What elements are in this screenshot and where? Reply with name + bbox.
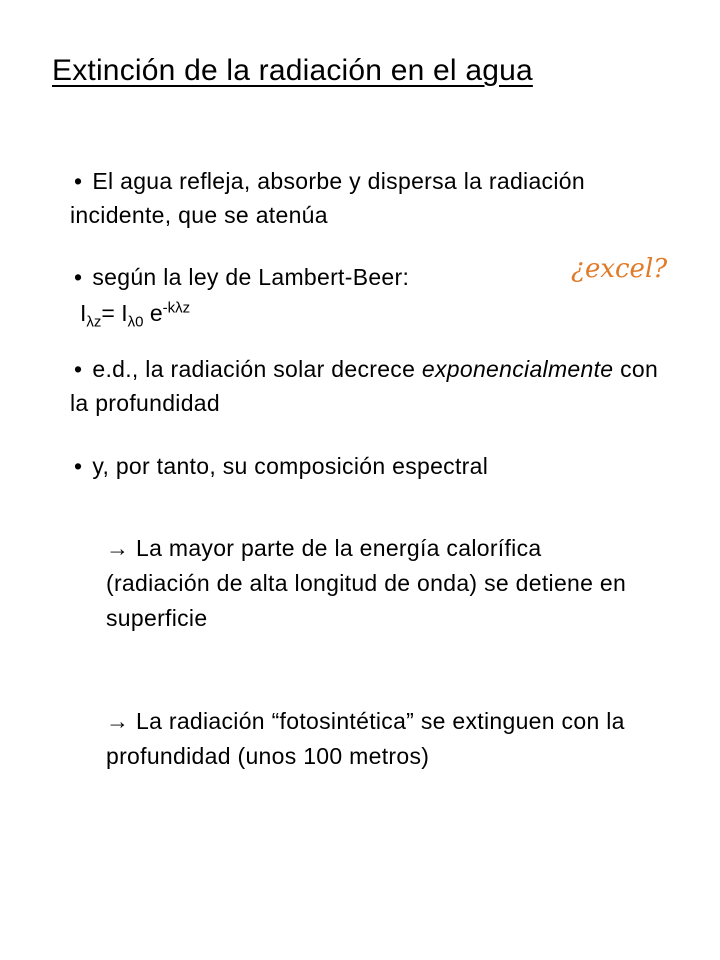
bullet-text-1: El agua refleja, absorbe y dispersa la radiación incidente, que se atenúa bbox=[70, 168, 585, 228]
bullet-text-3b: con la profundidad bbox=[70, 356, 659, 416]
bullet-item-4 bbox=[70, 449, 680, 483]
formula-exp-sup: -kλz bbox=[162, 299, 191, 317]
handwritten-note: ¿excel? bbox=[571, 254, 668, 284]
sub-point-1: → La mayor parte de la energía calorífica (radiación de alta longitud de onda) se detiene en superficie bbox=[106, 535, 627, 631]
page-title: Extinción de la radiación en el agua bbox=[52, 54, 533, 87]
bullet-text-3-emphasis: exponencialmente bbox=[421, 356, 614, 382]
bullet-marker: • bbox=[74, 168, 83, 194]
formula-lhs-sub: λz bbox=[86, 313, 102, 331]
formula-lhs-base: I bbox=[80, 300, 87, 326]
formula-exp-base: e bbox=[149, 300, 163, 326]
formula-rhs-base: I bbox=[121, 300, 128, 326]
lambert-beer-formula bbox=[80, 298, 191, 331]
formula-rhs-sub: λ0 bbox=[127, 313, 144, 331]
sub-point-2: → La radiación “fotosintética” se extinguen con la profundidad (unos 100 metros) bbox=[106, 708, 625, 769]
bullet-text-2: según la ley de Lambert-Beer: bbox=[92, 264, 410, 290]
bullet-marker: • bbox=[74, 356, 83, 382]
formula-equals: = bbox=[101, 300, 122, 326]
bullet-text-3a: e.d., la radiación solar decrece bbox=[92, 356, 422, 382]
bullet-marker: • bbox=[74, 264, 83, 290]
bullet-text-4: y, por tanto, su composición espectral bbox=[92, 453, 489, 479]
bullet-marker: • bbox=[74, 453, 83, 479]
bullet-item-3 bbox=[70, 352, 680, 420]
bullet-item-1 bbox=[70, 164, 680, 232]
